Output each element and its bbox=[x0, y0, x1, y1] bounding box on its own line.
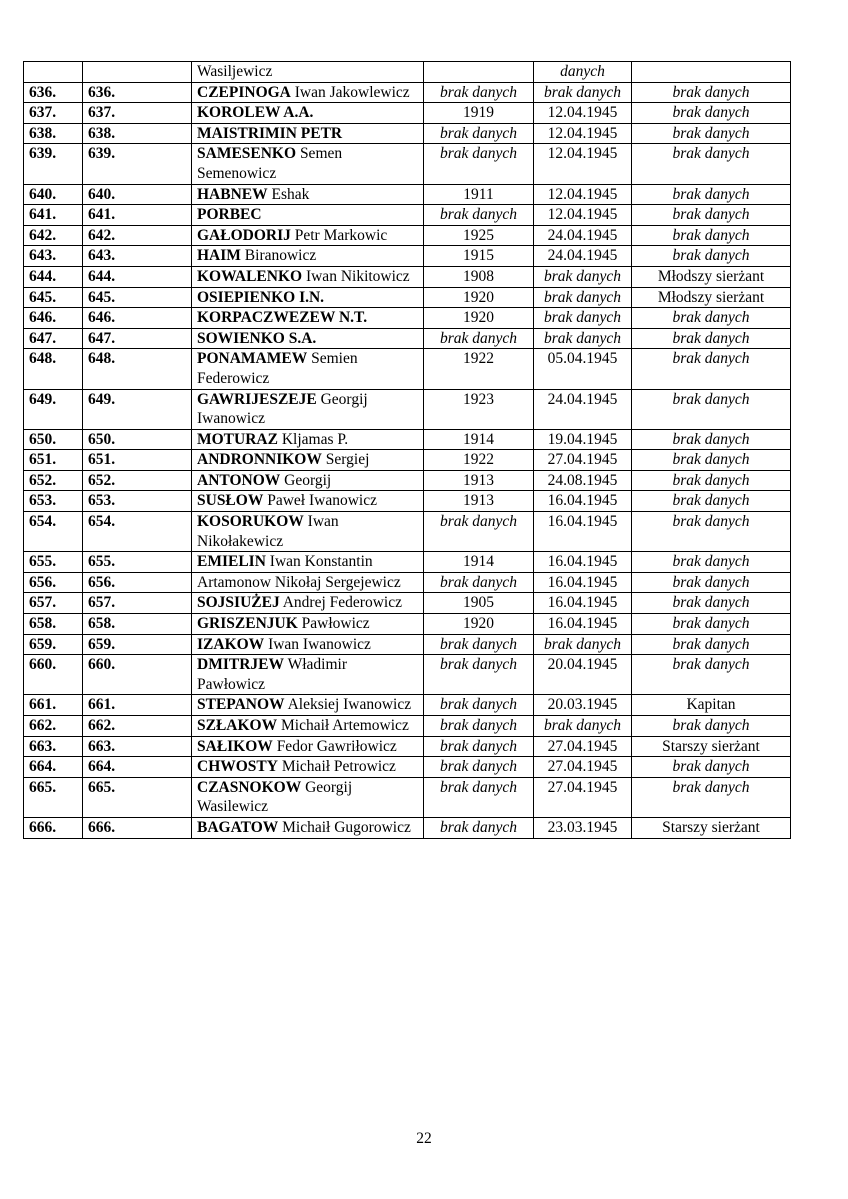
given-names: Wasiljewicz bbox=[197, 63, 273, 80]
person-name bbox=[192, 512, 424, 552]
military-rank: brak danych bbox=[632, 246, 791, 267]
page-number: 22 bbox=[416, 1130, 432, 1147]
military-rank: brak danych bbox=[632, 614, 791, 635]
list-number: 662. bbox=[24, 716, 83, 737]
death-date: brak danych bbox=[534, 82, 632, 103]
death-date: 24.08.1945 bbox=[534, 470, 632, 491]
birth-year: brak danych bbox=[424, 817, 534, 838]
person-name bbox=[192, 389, 424, 429]
death-date: 12.04.1945 bbox=[534, 123, 632, 144]
death-date: 05.04.1945 bbox=[534, 349, 632, 389]
military-rank: brak danych bbox=[632, 389, 791, 429]
military-rank: brak danych bbox=[632, 777, 791, 817]
death-date: 20.03.1945 bbox=[534, 695, 632, 716]
person-name bbox=[192, 205, 424, 226]
death-date: 16.04.1945 bbox=[534, 614, 632, 635]
table-row bbox=[24, 572, 791, 593]
surname: PONAMAMEW bbox=[197, 350, 308, 368]
list-number: 645. bbox=[24, 287, 83, 308]
military-rank: brak danych bbox=[632, 144, 791, 184]
table-row bbox=[24, 62, 791, 83]
person-name bbox=[192, 103, 424, 124]
record-number: 641. bbox=[83, 205, 192, 226]
military-rank: brak danych bbox=[632, 491, 791, 512]
list-number: 639. bbox=[24, 144, 83, 184]
military-rank: Kapitan bbox=[632, 695, 791, 716]
surname: STEPANOW bbox=[197, 696, 285, 714]
surname: EMIELIN bbox=[197, 553, 266, 571]
table-row bbox=[24, 817, 791, 838]
military-rank bbox=[632, 62, 791, 83]
record-number: 639. bbox=[83, 144, 192, 184]
birth-year: brak danych bbox=[424, 82, 534, 103]
given-names: Georgij Wasilewicz bbox=[197, 778, 353, 816]
record-number: 648. bbox=[83, 349, 192, 389]
table-row bbox=[24, 614, 791, 635]
death-date: 16.04.1945 bbox=[534, 572, 632, 593]
list-number: 647. bbox=[24, 328, 83, 349]
person-name bbox=[192, 287, 424, 308]
birth-year: 1911 bbox=[424, 184, 534, 205]
death-date: 27.04.1945 bbox=[534, 757, 632, 778]
death-date: 16.04.1945 bbox=[534, 552, 632, 573]
table-row bbox=[24, 552, 791, 573]
military-rank: brak danych bbox=[632, 349, 791, 389]
surname: SOJSIUŻEJ bbox=[197, 594, 280, 612]
given-names: Iwan Nikołakewicz bbox=[197, 513, 339, 550]
birth-year: brak danych bbox=[424, 205, 534, 226]
record-number: 659. bbox=[83, 634, 192, 655]
records-table-body bbox=[24, 62, 791, 839]
table-row bbox=[24, 144, 791, 184]
person-name bbox=[192, 634, 424, 655]
death-date: brak danych bbox=[534, 266, 632, 287]
person-name bbox=[192, 552, 424, 573]
records-table bbox=[23, 61, 791, 839]
given-names: Kljamas P. bbox=[281, 430, 349, 448]
table-row bbox=[24, 103, 791, 124]
military-rank: brak danych bbox=[632, 308, 791, 329]
surname: SAMESENKO bbox=[197, 145, 297, 163]
given-names: Michaił Petrowicz bbox=[281, 758, 396, 776]
military-rank: brak danych bbox=[632, 184, 791, 205]
death-date: 20.04.1945 bbox=[534, 655, 632, 695]
person-name bbox=[192, 777, 424, 817]
record-number: 660. bbox=[83, 655, 192, 695]
surname: GRISZENJUK bbox=[197, 615, 298, 633]
table-row bbox=[24, 184, 791, 205]
list-number: 644. bbox=[24, 266, 83, 287]
birth-year: 1920 bbox=[424, 614, 534, 635]
person-name bbox=[192, 695, 424, 716]
surname: KORPACZWEZEW N.T. bbox=[197, 309, 368, 327]
surname: ANDRONNIKOW bbox=[197, 451, 322, 469]
record-number: 661. bbox=[83, 695, 192, 716]
person-name bbox=[192, 266, 424, 287]
death-date: 16.04.1945 bbox=[534, 512, 632, 552]
military-rank: brak danych bbox=[632, 328, 791, 349]
military-rank: Starszy sierżant bbox=[632, 817, 791, 838]
birth-year: brak danych bbox=[424, 144, 534, 184]
person-name bbox=[192, 82, 424, 103]
birth-year: 1922 bbox=[424, 349, 534, 389]
birth-year: 1908 bbox=[424, 266, 534, 287]
person-name bbox=[192, 736, 424, 757]
surname: HABNEW bbox=[197, 185, 268, 203]
record-number: 645. bbox=[83, 287, 192, 308]
death-date: 12.04.1945 bbox=[534, 103, 632, 124]
birth-year: 1920 bbox=[424, 287, 534, 308]
death-date: 23.03.1945 bbox=[534, 817, 632, 838]
list-number: 646. bbox=[24, 308, 83, 329]
record-number: 651. bbox=[83, 450, 192, 471]
surname: MAISTRIMIN PETR bbox=[197, 124, 343, 142]
death-date: 27.04.1945 bbox=[534, 450, 632, 471]
table-row bbox=[24, 349, 791, 389]
list-number: 661. bbox=[24, 695, 83, 716]
person-name bbox=[192, 572, 424, 593]
birth-year: brak danych bbox=[424, 655, 534, 695]
table-row bbox=[24, 593, 791, 614]
person-name bbox=[192, 246, 424, 267]
military-rank: brak danych bbox=[632, 103, 791, 124]
record-number: 666. bbox=[83, 817, 192, 838]
given-names: Georgij Iwanowicz bbox=[197, 390, 368, 428]
military-rank: brak danych bbox=[632, 634, 791, 655]
surname: KOWALENKO bbox=[197, 267, 303, 285]
military-rank: brak danych bbox=[632, 552, 791, 573]
table-row bbox=[24, 123, 791, 144]
table-row bbox=[24, 287, 791, 308]
person-name bbox=[192, 817, 424, 838]
birth-year: brak danych bbox=[424, 757, 534, 778]
person-name bbox=[192, 470, 424, 491]
given-names: Semen Semenowicz bbox=[197, 145, 343, 182]
given-names: Aleksiej Iwanowicz bbox=[287, 696, 412, 714]
table-row bbox=[24, 491, 791, 512]
birth-year: brak danych bbox=[424, 328, 534, 349]
surname: DMITRJEW bbox=[197, 656, 284, 674]
person-name bbox=[192, 349, 424, 389]
death-date: 24.04.1945 bbox=[534, 246, 632, 267]
table-row bbox=[24, 205, 791, 226]
table-row bbox=[24, 328, 791, 349]
list-number: 658. bbox=[24, 614, 83, 635]
birth-year: brak danych bbox=[424, 512, 534, 552]
record-number: 642. bbox=[83, 225, 192, 246]
person-name bbox=[192, 123, 424, 144]
list-number bbox=[24, 62, 83, 83]
person-name bbox=[192, 450, 424, 471]
military-rank: brak danych bbox=[632, 450, 791, 471]
birth-year: 1922 bbox=[424, 450, 534, 471]
given-names: Semien Federowicz bbox=[197, 350, 358, 387]
military-rank: Młodszy sierżant bbox=[632, 287, 791, 308]
death-date: brak danych bbox=[534, 634, 632, 655]
death-date: 19.04.1945 bbox=[534, 429, 632, 450]
given-names: Iwan Konstantin bbox=[269, 553, 373, 571]
military-rank: brak danych bbox=[632, 593, 791, 614]
birth-year: brak danych bbox=[424, 716, 534, 737]
given-names: Eshak bbox=[271, 185, 310, 203]
military-rank: brak danych bbox=[632, 757, 791, 778]
death-date: 12.04.1945 bbox=[534, 184, 632, 205]
surname: BAGATOW bbox=[197, 818, 279, 836]
death-date: 16.04.1945 bbox=[534, 593, 632, 614]
birth-year: brak danych bbox=[424, 634, 534, 655]
table-row bbox=[24, 757, 791, 778]
given-names: Petr Markowic bbox=[294, 226, 388, 244]
list-number: 665. bbox=[24, 777, 83, 817]
birth-year: 1905 bbox=[424, 593, 534, 614]
table-row bbox=[24, 82, 791, 103]
military-rank: brak danych bbox=[632, 225, 791, 246]
birth-year: 1920 bbox=[424, 308, 534, 329]
surname: OSIEPIENKO I.N. bbox=[197, 288, 325, 306]
table-row bbox=[24, 450, 791, 471]
given-names: Paweł Iwanowicz bbox=[267, 492, 377, 510]
surname: IZAKOW bbox=[197, 635, 265, 653]
table-row bbox=[24, 429, 791, 450]
record-number: 649. bbox=[83, 389, 192, 429]
table-row bbox=[24, 634, 791, 655]
given-names: Władimir Pawłowicz bbox=[197, 656, 347, 693]
person-name bbox=[192, 655, 424, 695]
given-names: Andrej Federowicz bbox=[282, 594, 402, 612]
list-number: 637. bbox=[24, 103, 83, 124]
person-name bbox=[192, 62, 424, 83]
surname: MOTURAZ bbox=[197, 430, 278, 448]
record-number: 647. bbox=[83, 328, 192, 349]
surname: SOWIENKO S.A. bbox=[197, 329, 317, 347]
birth-year: brak danych bbox=[424, 572, 534, 593]
given-names: Iwan Jakowlewicz bbox=[294, 83, 410, 101]
person-name bbox=[192, 757, 424, 778]
military-rank: brak danych bbox=[632, 572, 791, 593]
military-rank: brak danych bbox=[632, 512, 791, 552]
record-number: 658. bbox=[83, 614, 192, 635]
given-names: Iwan Iwanowicz bbox=[268, 635, 371, 653]
military-rank: brak danych bbox=[632, 123, 791, 144]
record-number: 637. bbox=[83, 103, 192, 124]
given-names: Sergiej bbox=[325, 451, 370, 469]
surname: CZASNOKOW bbox=[197, 778, 302, 796]
record-number: 653. bbox=[83, 491, 192, 512]
person-name bbox=[192, 716, 424, 737]
record-number: 646. bbox=[83, 308, 192, 329]
record-number: 643. bbox=[83, 246, 192, 267]
table-row bbox=[24, 655, 791, 695]
list-number: 640. bbox=[24, 184, 83, 205]
given-names: Pawłowicz bbox=[301, 615, 370, 633]
record-number: 662. bbox=[83, 716, 192, 737]
record-number: 655. bbox=[83, 552, 192, 573]
list-number: 652. bbox=[24, 470, 83, 491]
surname: SAŁIKOW bbox=[197, 737, 273, 755]
surname: KOSORUKOW bbox=[197, 513, 304, 531]
person-name bbox=[192, 328, 424, 349]
record-number: 652. bbox=[83, 470, 192, 491]
table-row bbox=[24, 225, 791, 246]
birth-year: brak danych bbox=[424, 736, 534, 757]
list-number: 648. bbox=[24, 349, 83, 389]
record-number: 656. bbox=[83, 572, 192, 593]
birth-year: 1923 bbox=[424, 389, 534, 429]
list-number: 656. bbox=[24, 572, 83, 593]
record-number: 657. bbox=[83, 593, 192, 614]
military-rank: brak danych bbox=[632, 205, 791, 226]
birth-year bbox=[424, 62, 534, 83]
list-number: 649. bbox=[24, 389, 83, 429]
table-row bbox=[24, 716, 791, 737]
surname: GAŁODORIJ bbox=[197, 226, 291, 244]
person-name bbox=[192, 429, 424, 450]
table-row bbox=[24, 470, 791, 491]
birth-year: brak danych bbox=[424, 777, 534, 817]
surname: CZEPINOGA bbox=[197, 83, 291, 101]
military-rank: brak danych bbox=[632, 470, 791, 491]
person-name bbox=[192, 184, 424, 205]
death-date: brak danych bbox=[534, 716, 632, 737]
surname: ANTONOW bbox=[197, 471, 281, 489]
person-name bbox=[192, 308, 424, 329]
record-number: 665. bbox=[83, 777, 192, 817]
birth-year: 1919 bbox=[424, 103, 534, 124]
list-number: 636. bbox=[24, 82, 83, 103]
given-names: Fedor Gawriłowicz bbox=[276, 737, 397, 755]
birth-year: 1913 bbox=[424, 491, 534, 512]
surname: KOROLEW A.A. bbox=[197, 104, 314, 122]
military-rank: brak danych bbox=[632, 716, 791, 737]
person-name bbox=[192, 225, 424, 246]
record-number: 664. bbox=[83, 757, 192, 778]
given-names: Artamonow Nikołaj Sergejewicz bbox=[197, 573, 401, 591]
birth-year: 1913 bbox=[424, 470, 534, 491]
military-rank: brak danych bbox=[632, 82, 791, 103]
surname: SUSŁOW bbox=[197, 492, 264, 510]
record-number: 640. bbox=[83, 184, 192, 205]
military-rank: brak danych bbox=[632, 655, 791, 695]
death-date: danych bbox=[534, 62, 632, 83]
table-row bbox=[24, 389, 791, 429]
record-number bbox=[83, 62, 192, 83]
record-number: 644. bbox=[83, 266, 192, 287]
given-names: Iwan Nikitowicz bbox=[305, 267, 410, 285]
surname: SZŁAKOW bbox=[197, 717, 278, 734]
surname: GAWRIJESZEJE bbox=[197, 390, 317, 408]
list-number: 664. bbox=[24, 757, 83, 778]
list-number: 653. bbox=[24, 491, 83, 512]
record-number: 654. bbox=[83, 512, 192, 552]
list-number: 654. bbox=[24, 512, 83, 552]
record-number: 638. bbox=[83, 123, 192, 144]
surname: CHWOSTY bbox=[197, 758, 278, 776]
table-row bbox=[24, 736, 791, 757]
record-number: 663. bbox=[83, 736, 192, 757]
list-number: 643. bbox=[24, 246, 83, 267]
person-name bbox=[192, 491, 424, 512]
death-date: 27.04.1945 bbox=[534, 736, 632, 757]
table-row bbox=[24, 266, 791, 287]
list-number: 655. bbox=[24, 552, 83, 573]
military-rank: Młodszy sierżant bbox=[632, 266, 791, 287]
given-names: Georgij bbox=[284, 471, 332, 489]
given-names: Michaił Gugorowicz bbox=[282, 818, 411, 836]
death-date: 24.04.1945 bbox=[534, 225, 632, 246]
death-date: 16.04.1945 bbox=[534, 491, 632, 512]
list-number: 663. bbox=[24, 736, 83, 757]
table-row bbox=[24, 512, 791, 552]
person-name bbox=[192, 593, 424, 614]
death-date: 12.04.1945 bbox=[534, 144, 632, 184]
table-row bbox=[24, 308, 791, 329]
table-row bbox=[24, 695, 791, 716]
list-number: 642. bbox=[24, 225, 83, 246]
list-number: 659. bbox=[24, 634, 83, 655]
list-number: 657. bbox=[24, 593, 83, 614]
birth-year: 1914 bbox=[424, 552, 534, 573]
birth-year: brak danych bbox=[424, 123, 534, 144]
record-number: 650. bbox=[83, 429, 192, 450]
death-date: 12.04.1945 bbox=[534, 205, 632, 226]
birth-year: 1925 bbox=[424, 225, 534, 246]
list-number: 660. bbox=[24, 655, 83, 695]
death-date: brak danych bbox=[534, 287, 632, 308]
list-number: 641. bbox=[24, 205, 83, 226]
birth-year: brak danych bbox=[424, 695, 534, 716]
person-name bbox=[192, 614, 424, 635]
table-row bbox=[24, 246, 791, 267]
given-names: Biranowicz bbox=[244, 247, 317, 265]
table-row bbox=[24, 777, 791, 817]
surname: HAIM bbox=[197, 247, 241, 265]
list-number: 638. bbox=[24, 123, 83, 144]
death-date: 24.04.1945 bbox=[534, 389, 632, 429]
birth-year: 1915 bbox=[424, 246, 534, 267]
military-rank: brak danych bbox=[632, 429, 791, 450]
death-date: brak danych bbox=[534, 328, 632, 349]
death-date: brak danych bbox=[534, 308, 632, 329]
death-date: 27.04.1945 bbox=[534, 777, 632, 817]
surname: PORBEC bbox=[197, 206, 262, 224]
list-number: 666. bbox=[24, 817, 83, 838]
military-rank: Starszy sierżant bbox=[632, 736, 791, 757]
list-number: 650. bbox=[24, 429, 83, 450]
person-name bbox=[192, 144, 424, 184]
list-number: 651. bbox=[24, 450, 83, 471]
given-names: Michaił Artemowicz bbox=[280, 717, 409, 734]
record-number: 636. bbox=[83, 82, 192, 103]
birth-year: 1914 bbox=[424, 429, 534, 450]
